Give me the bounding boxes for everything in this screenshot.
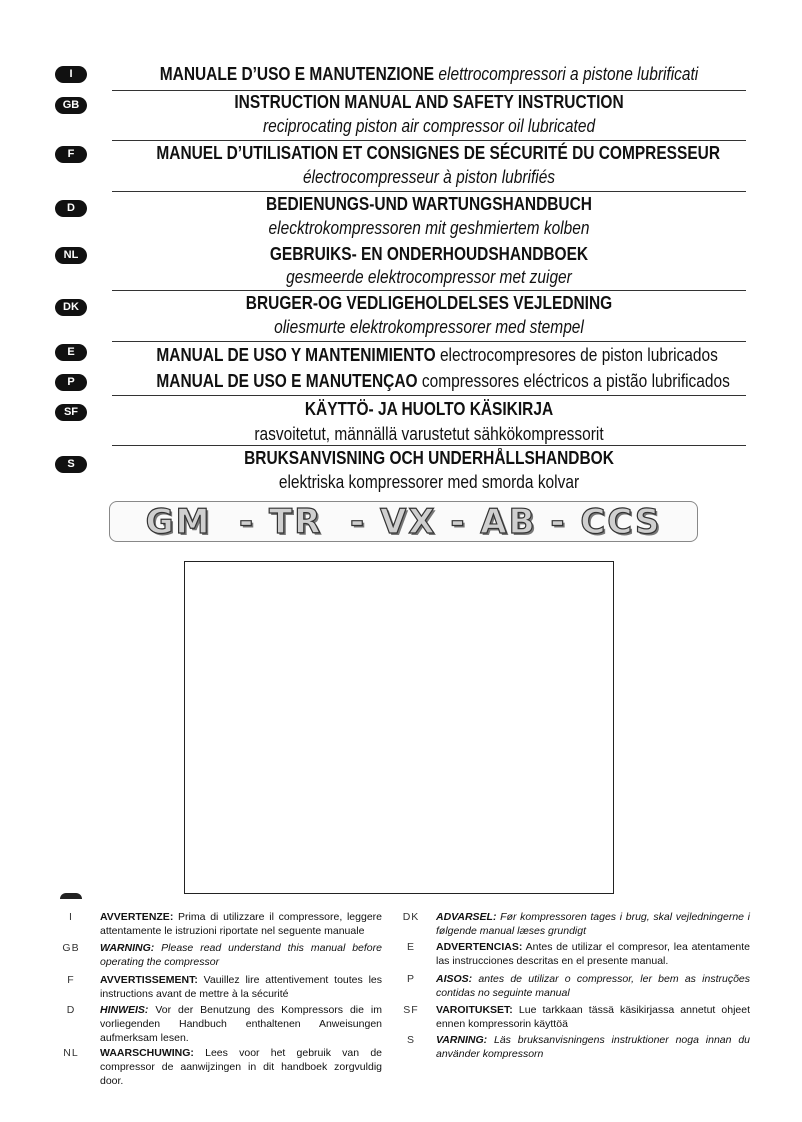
language-badge-es: E: [55, 344, 87, 361]
warning-body: Prima di utilizzare il compressore, leggere attentamente le istruzioni riportate nel seguente manuale: [100, 911, 383, 937]
divider: [112, 290, 746, 291]
warning-label: WARNING:: [100, 942, 155, 954]
warning-label: AVVERTISSEMENT:: [100, 974, 198, 986]
warning-es: [398, 940, 750, 968]
language-badge-pt: P: [55, 374, 87, 391]
title-de: BEDIENUNGS-UND WARTUNGSHANDBUCH: [266, 194, 592, 214]
title-pt-main: MANUAL DE USO E MANUTENÇAO: [156, 371, 418, 391]
warning-body: Läs bruksanvisningens instruktioner noga innan du använder kompressorn: [436, 1034, 750, 1060]
language-badge-fi: SF: [55, 404, 87, 421]
subtitle-gb: reciprocating piston air compressor oil lubricated: [262, 116, 596, 136]
warning-text: [436, 940, 750, 968]
language-badge-dk: DK: [55, 299, 87, 316]
divider: [112, 341, 746, 342]
warning-label: WAARSCHUWING:: [100, 1047, 194, 1059]
warning-de: [58, 1003, 382, 1045]
title-it-main: MANUALE D’USO E MANUTENZIONE: [159, 64, 435, 84]
warning-text: [100, 910, 382, 938]
warning-it: [58, 910, 382, 938]
language-badge-se: S: [55, 456, 87, 473]
warning-body: Please read understand this manual before operating the compressor: [100, 942, 382, 968]
warning-code: SF: [403, 1004, 419, 1016]
divider: [112, 140, 746, 141]
warning-label: ADVARSEL:: [436, 911, 497, 923]
warning-text: [436, 1033, 750, 1061]
warning-se: [398, 1033, 750, 1061]
title-it: [156, 63, 701, 85]
warning-label: AVVERTENZE:: [100, 911, 174, 923]
warning-code: D: [66, 1004, 76, 1016]
language-badge-gb: GB: [55, 97, 87, 114]
language-badge-it: I: [55, 66, 87, 83]
warning-fi: [398, 1003, 750, 1031]
models-label: GM - TR - VX - AB - CCS: [145, 502, 662, 542]
title-fr: MANUEL D’UTILISATION ET CONSIGNES DE SÉCURITÉ DU COMPRESSEUR: [156, 143, 721, 163]
warning-code: NL: [63, 1047, 79, 1059]
warning-body: Før kompressoren tages i brug, skal vejledningerne i følgende manual læses grundigt: [436, 911, 751, 937]
warning-fr: [58, 973, 382, 1001]
warning-body: Vauillez lire attentivement toutes les instructions avant de mettre à la sécurité: [100, 974, 382, 1000]
language-badge-nl: NL: [55, 247, 87, 264]
subtitle-fr: électrocompresseur à piston lubrifiés: [302, 167, 556, 187]
warning-body: Lue tarkkaan tässä käsikirjassa annetut ohjeet ennen kompressorin käyttöä: [436, 1004, 750, 1030]
language-badge-fr: F: [55, 146, 87, 163]
title-gb: INSTRUCTION MANUAL AND SAFETY INSTRUCTION: [234, 92, 624, 112]
subtitle-se: elektriska kompressorer med smorda kolvar: [278, 472, 580, 492]
title-pt-sub: compressores eléctricos a pistão lubrificados: [421, 371, 730, 391]
warning-code: GB: [62, 942, 80, 954]
warning-body: Lees voor het gebruik van de compressor de aanwijzingen in dit handboek zorgvuldig door.: [100, 1047, 382, 1087]
warning-code: S: [406, 1034, 415, 1046]
warning-label: VAROITUKSET:: [436, 1004, 513, 1016]
warning-text: [100, 1046, 382, 1088]
title-es: [156, 344, 718, 366]
warning-code: P: [406, 973, 415, 985]
title-es-sub: electrocompresores de piston lubricados: [439, 345, 718, 365]
warning-label: ADVERTENCIAS:: [436, 941, 523, 953]
title-fi: KÄYTTÖ- JA HUOLTO KÄSIKIRJA: [304, 399, 554, 419]
warning-text: [100, 1003, 382, 1045]
warning-code: DK: [402, 911, 420, 923]
warning-gb: [58, 941, 382, 969]
title-se: BRUKSANVISNING OCH UNDERHÅLLSHANDBOK: [244, 448, 614, 468]
title-pt: [156, 370, 730, 392]
subtitle-fi: rasvoitetut, männällä varustetut sähkökompressorit: [254, 424, 604, 444]
language-badge-de: D: [55, 200, 87, 217]
title-nl: GEBRUIKS- EN ONDERHOUDSHANDBOEK: [269, 244, 589, 264]
divider: [112, 445, 746, 446]
warning-body: Vor der Benutzung des Kompressors die im vorliegenden Handbuch enthaltenen Anweisungen aufmerksam lesen.: [100, 1004, 382, 1044]
warning-code: E: [406, 941, 415, 953]
warning-dk: [398, 910, 750, 938]
warning-text: [100, 973, 382, 1001]
title-it-sub: elettrocompressori a pistone lubrificati: [438, 64, 699, 84]
warning-text: [436, 1003, 750, 1031]
warning-label: VARNING:: [436, 1034, 488, 1046]
warning-text: [436, 910, 750, 938]
product-image-frame: [184, 561, 614, 894]
warning-label: AISOS:: [436, 973, 473, 985]
warning-code: F: [67, 974, 75, 986]
page-tab-mark: [60, 893, 82, 899]
subtitle-nl: gesmeerde elektrocompressor met zuiger: [286, 267, 572, 287]
warning-text: [436, 972, 750, 1000]
divider: [112, 395, 746, 396]
subtitle-de: elecktrokompressoren mit geshmiertem kolben: [268, 218, 590, 238]
warning-text: [100, 941, 382, 969]
warning-body: antes de utilizar o compressor, ler bem as instruções contidas no seguinte manual: [436, 973, 751, 999]
warning-code: I: [69, 911, 73, 923]
warning-pt: [398, 972, 750, 1000]
warning-label: HINWEIS:: [100, 1004, 149, 1016]
warning-nl: [58, 1046, 382, 1087]
models-banner: [109, 501, 698, 542]
warning-body: Antes de utilizar el compresor, lea atentamente las instrucciones descritas en el presente manual.: [436, 941, 750, 967]
divider: [112, 191, 746, 192]
title-es-main: MANUAL DE USO Y MANTENIMIENTO: [156, 345, 436, 365]
subtitle-dk: oliesmurte elektrokompressorer med stempel: [274, 317, 584, 337]
title-dk: BRUGER-OG VEDLIGEHOLDELSES VEJLEDNING: [245, 293, 613, 313]
